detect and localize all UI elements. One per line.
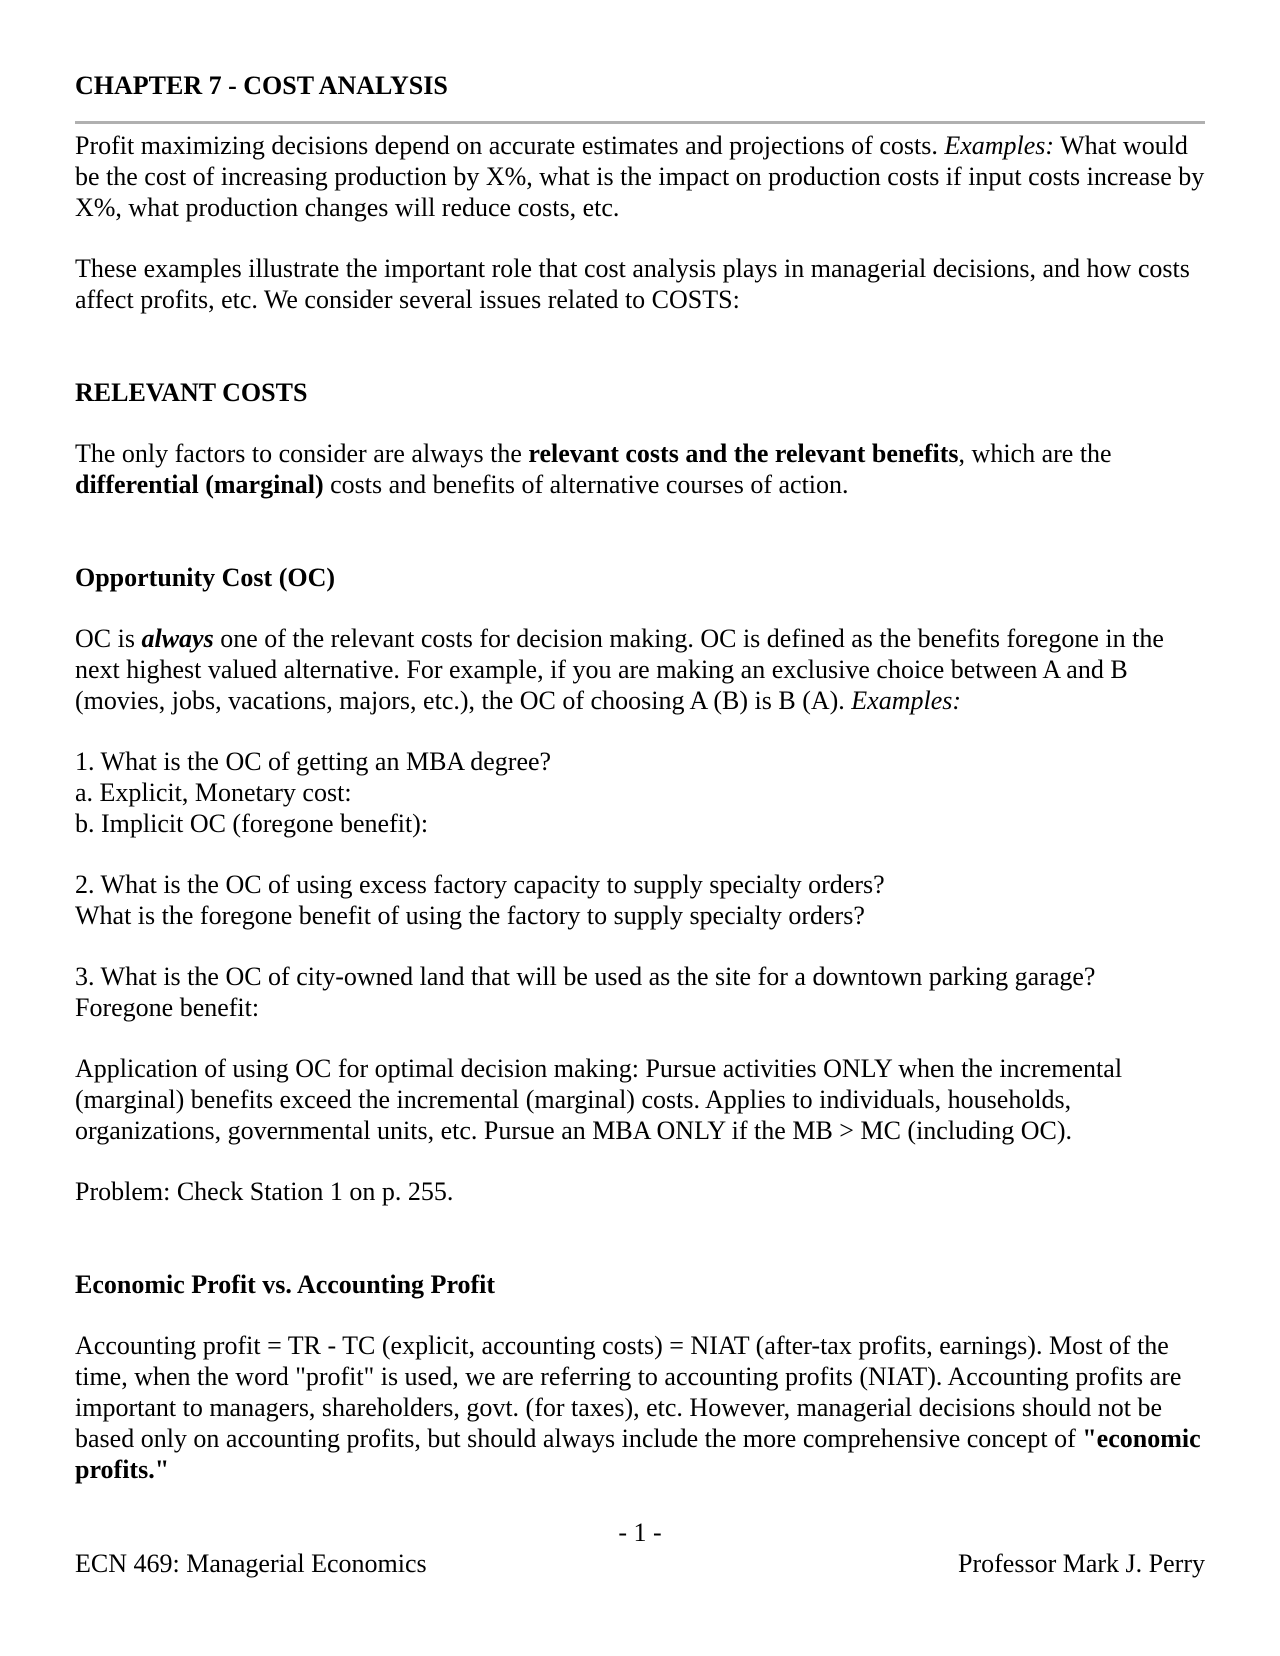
opportunity-cost-heading: Opportunity Cost (OC) — [75, 563, 336, 592]
relevant-costs-heading: RELEVANT COSTS — [75, 378, 308, 407]
economic-profit-heading: Economic Profit vs. Accounting Profit — [75, 1270, 496, 1299]
footer-professor: Professor Mark J. Perry — [958, 1549, 1205, 1578]
question-1b: b. Implicit OC (foregone benefit): — [75, 809, 429, 838]
document-page — [75, 70, 1205, 1485]
title-divider — [75, 121, 1205, 124]
economic-profit-bold: "economic profits." — [75, 1424, 1201, 1484]
economic-profit-paragraph — [75, 1330, 1205, 1485]
question-1: 1. What is the OC of getting an MBA degree? — [75, 747, 552, 776]
intro-examples-label: Examples: — [944, 131, 1055, 160]
question-3: 3. What is the OC of city-owned land that will be used as the site for a downtown parking garage? — [75, 962, 1096, 991]
opportunity-cost-paragraph — [75, 623, 1205, 716]
oc-text-b: one of the relevant costs for decision making. OC is defined as the benefits foregone in the next highest valued alternative. For example, if you are making an exclusive choice between A and B (movies, jobs, vacations, majors, etc.), the OC of choosing A (B) is B (A). — [75, 624, 1164, 715]
chapter-title: CHAPTER 7 - COST ANALYSIS — [75, 71, 448, 100]
intro-text-a: Profit maximizing decisions depend on accurate estimates and projections of costs. — [75, 131, 945, 160]
relevant-costs-text-c: costs and benefits of alternative courses of action. — [323, 470, 849, 499]
question-2b: What is the foregone benefit of using the factory to supply specialty orders? — [75, 901, 865, 930]
relevant-costs-paragraph — [75, 438, 1205, 500]
question-2: 2. What is the OC of using excess factory capacity to supply specialty orders? — [75, 870, 885, 899]
page-footer — [75, 1548, 1205, 1579]
oc-always: always — [141, 624, 214, 653]
relevant-costs-text-b: , which are the — [958, 439, 1112, 468]
footer-course: ECN 469: Managerial Economics — [75, 1549, 427, 1578]
economic-profit-text: Accounting profit = TR - TC (explicit, accounting costs) = NIAT (after-tax profits, earnings). Most of the time, when the word "profit" is used, we are referring to accounting profits (NIAT). Accounting profits are important to managers, shareholders, govt. (for taxes), etc. However, managerial decisions should not be based only on accounting profits, but should always include the more comprehensive concept of — [75, 1331, 1182, 1453]
intro-text-b: What would be the cost of increasing production by X%, what is the impact on production costs if input costs increase by X%, what production changes will reduce costs, etc. — [75, 131, 1205, 222]
question-1a: a. Explicit, Monetary cost: — [75, 778, 352, 807]
intro-paragraph-1 — [75, 130, 1205, 223]
relevant-costs-bold-2: differential (marginal) — [75, 470, 324, 499]
relevant-costs-text-a: The only factors to consider are always the — [75, 439, 529, 468]
problem-reference: Problem: Check Station 1 on p. 255. — [75, 1177, 454, 1206]
intro-paragraph-2: These examples illustrate the important role that cost analysis plays in managerial decisions, and how costs affect profits, etc. We consider several issues related to COSTS: — [75, 254, 1190, 314]
page-number: - 1 - — [618, 1518, 662, 1547]
oc-examples-label: Examples: — [851, 686, 962, 715]
question-3b: Foregone benefit: — [75, 993, 260, 1022]
oc-text-a: OC is — [75, 624, 142, 653]
relevant-costs-bold-1: relevant costs and the relevant benefits — [528, 439, 959, 468]
application-paragraph: Application of using OC for optimal decision making: Pursue activities ONLY when the incremental (marginal) benefits exceed the incremental (marginal) costs. Applies to individuals, households, organizations, governmental units, etc. Pursue an MBA ONLY if the MB > MC (including OC). — [75, 1054, 1123, 1145]
